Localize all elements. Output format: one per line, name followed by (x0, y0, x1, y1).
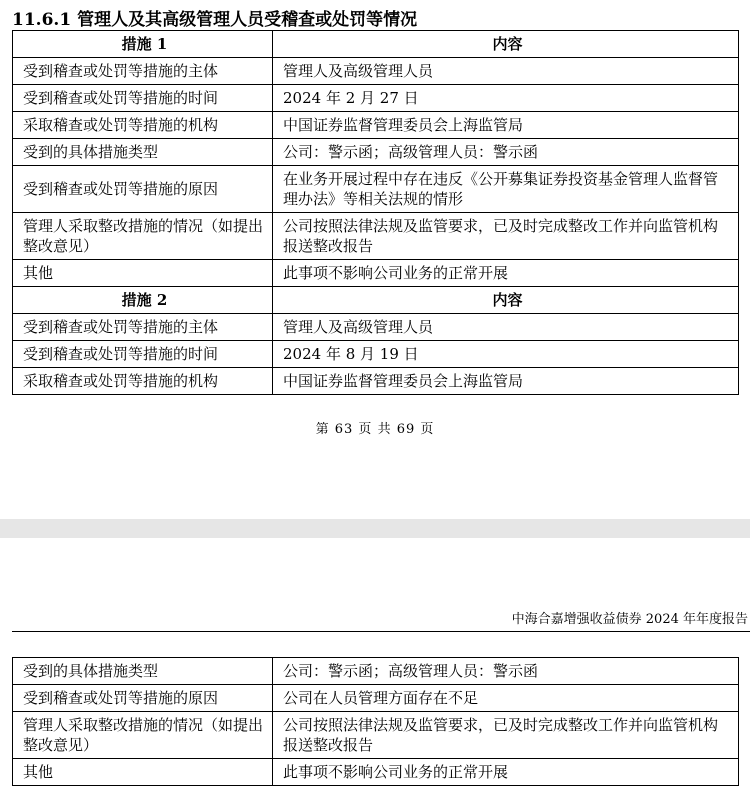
row-value-cell: 管理人及高级管理人员 (273, 314, 739, 341)
row-label-cell: 受到稽查或处罚等措施的主体 (13, 58, 273, 85)
table-row (13, 139, 739, 166)
table-header-row (13, 287, 739, 314)
row-label-cell: 受到稽查或处罚等措施的原因 (13, 685, 273, 712)
row-value-cell: 公司按照法律法规及监管要求，已及时完成整改工作并向监管机构报送整改报告 (273, 213, 739, 260)
report-header: 中海合嘉增强收益债券 2024 年年度报告 (511, 612, 748, 627)
penalty-table-1 (12, 30, 739, 395)
row-label-cell: 其他 (13, 759, 273, 786)
row-label-cell: 受到稽查或处罚等措施的时间 (13, 341, 273, 368)
row-value-cell: 2024 年 8 月 19 日 (273, 341, 739, 368)
table-row (13, 85, 739, 112)
header-rule (12, 631, 750, 632)
table-row (13, 685, 739, 712)
table-row (13, 260, 739, 287)
table-row (13, 58, 739, 85)
row-label-cell: 受到稽查或处罚等措施的主体 (13, 314, 273, 341)
row-label-cell: 受到稽查或处罚等措施的原因 (13, 166, 273, 213)
row-label-cell: 采取稽查或处罚等措施的机构 (13, 368, 273, 395)
row-label-cell: 采取稽查或处罚等措施的机构 (13, 112, 273, 139)
row-label-cell: 受到的具体措施类型 (13, 658, 273, 685)
page-gap (0, 519, 750, 538)
content-header-cell: 内容 (273, 287, 739, 314)
table-row (13, 166, 739, 213)
row-label-cell: 其他 (13, 260, 273, 287)
page-number: 第 63 页 共 69 页 (315, 422, 435, 437)
table-row (13, 112, 739, 139)
penalty-table-2 (12, 657, 739, 786)
row-value-cell: 公司：警示函；高级管理人员：警示函 (273, 139, 739, 166)
table-row (13, 314, 739, 341)
table-row (13, 213, 739, 260)
section-title: 11.6.1 管理人及其高级管理人员受稽查或处罚等情况 (12, 10, 418, 30)
measure-header-cell: 措施 2 (13, 287, 273, 314)
table-row (13, 658, 739, 685)
table-row (13, 759, 739, 786)
table-row (13, 341, 739, 368)
row-value-cell: 中国证券监督管理委员会上海监管局 (273, 368, 739, 395)
table-row (13, 712, 739, 759)
row-label-cell: 管理人采取整改措施的情况（如提出整改意见） (13, 712, 273, 759)
row-label-cell: 受到的具体措施类型 (13, 139, 273, 166)
row-value-cell: 公司在人员管理方面存在不足 (273, 685, 739, 712)
table-header-row (13, 31, 739, 58)
row-label-cell: 受到稽查或处罚等措施的时间 (13, 85, 273, 112)
row-value-cell: 2024 年 2 月 27 日 (273, 85, 739, 112)
row-value-cell: 公司按照法律法规及监管要求，已及时完成整改工作并向监管机构报送整改报告 (273, 712, 739, 759)
row-label-cell: 管理人采取整改措施的情况（如提出整改意见） (13, 213, 273, 260)
row-value-cell: 在业务开展过程中存在违反《公开募集证券投资基金管理人监督管理办法》等相关法规的情形 (273, 166, 739, 213)
measure-header-cell: 措施 1 (13, 31, 273, 58)
row-value-cell: 公司：警示函；高级管理人员：警示函 (273, 658, 739, 685)
content-header-cell: 内容 (273, 31, 739, 58)
row-value-cell: 此事项不影响公司业务的正常开展 (273, 759, 739, 786)
row-value-cell: 管理人及高级管理人员 (273, 58, 739, 85)
row-value-cell: 此事项不影响公司业务的正常开展 (273, 260, 739, 287)
row-value-cell: 中国证券监督管理委员会上海监管局 (273, 112, 739, 139)
table-row (13, 368, 739, 395)
